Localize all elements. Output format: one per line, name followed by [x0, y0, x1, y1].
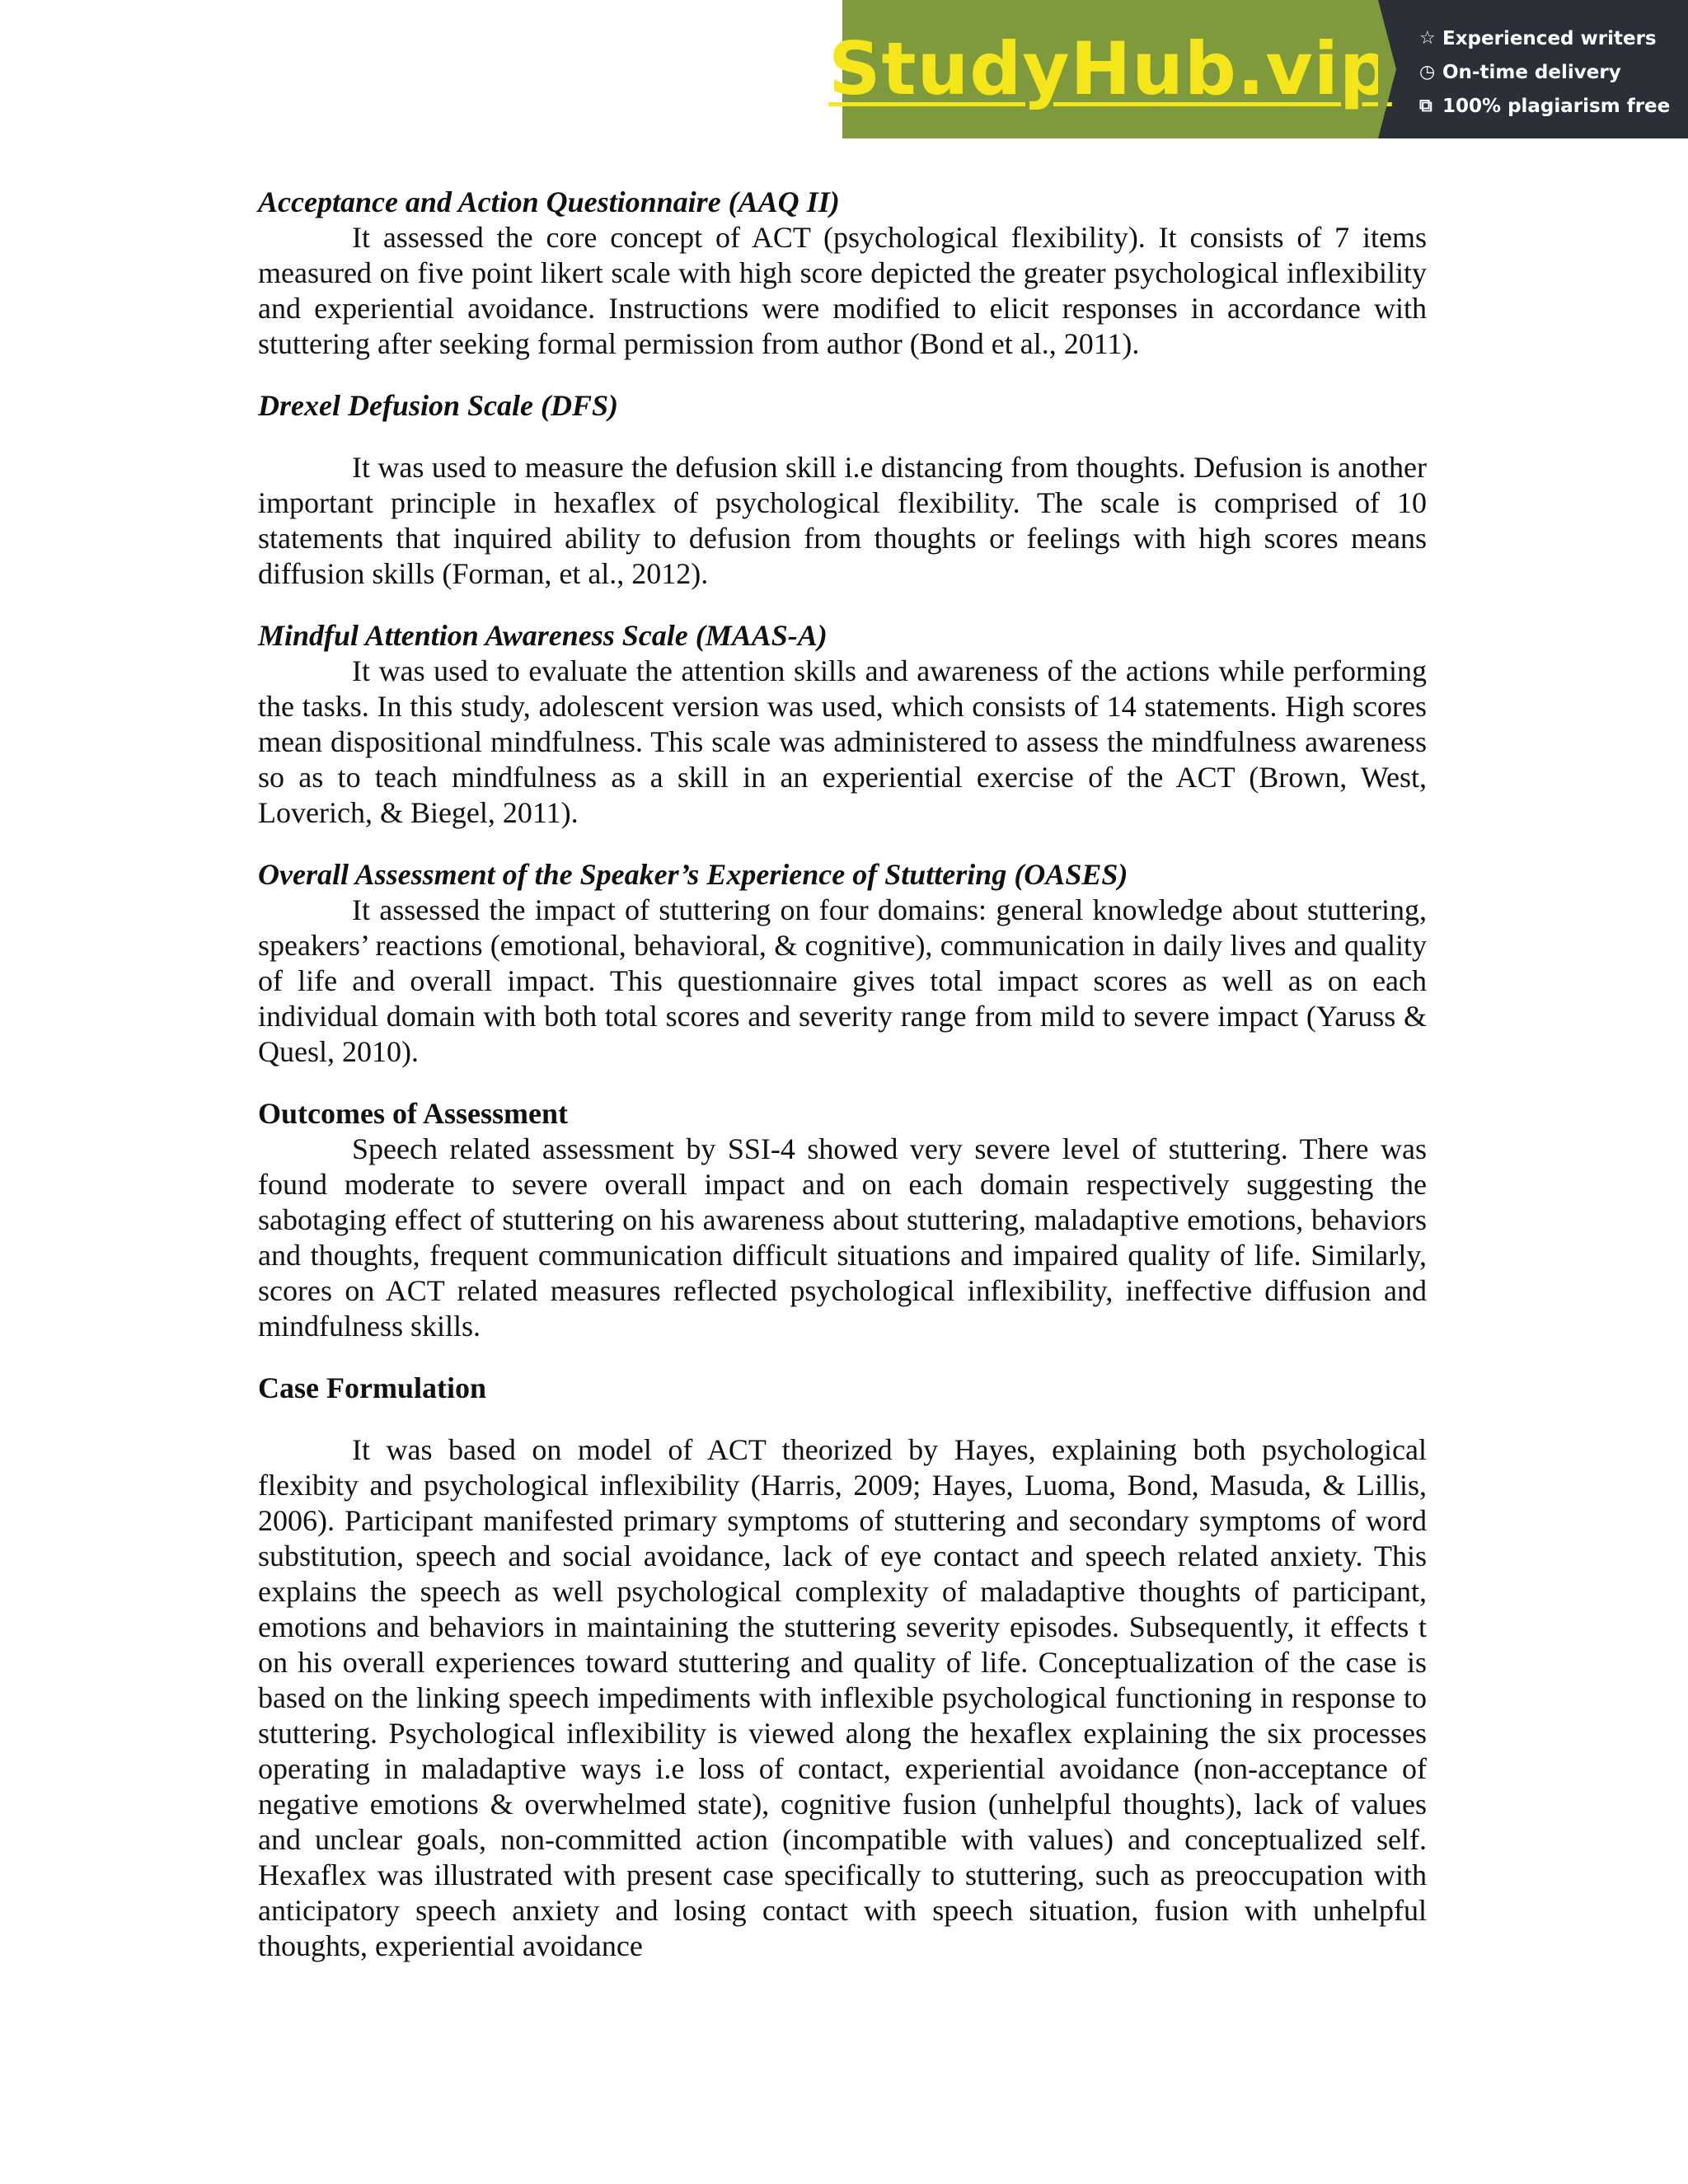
feature-label: On-time delivery: [1442, 61, 1621, 83]
clock-icon: ◷: [1419, 62, 1436, 82]
brand-logo-panel[interactable]: [828, 0, 1392, 138]
section-heading-case-formulation: Case Formulation: [258, 1371, 486, 1404]
brand-logo[interactable]: StudyHub.vip: [828, 26, 1392, 111]
feature-on-time-delivery: [1419, 55, 1688, 89]
copy-icon: ⧉: [1419, 96, 1432, 116]
section-heading-oases: Overall Assessment of the Speaker’s Experience of Stuttering (OASES): [258, 858, 1128, 891]
section-paragraph-aaq: It assessed the core concept of ACT (psychological flexibility). It consists of 7 items measured on five point likert scale with high score depicted the greater psychological inflexibility and experiential avoidance. Instructions were modified to elicit responses in accordance with stuttering after seeking formal permission from author (Bond et al., 2011).: [258, 221, 1427, 360]
section-heading-maas: Mindful Attention Awareness Scale (MAAS-A): [258, 619, 828, 652]
feature-label: 100% plagiarism free: [1442, 95, 1671, 117]
section-heading-outcomes: Outcomes of Assessment: [258, 1097, 568, 1130]
feature-experienced-writers: [1419, 21, 1688, 55]
section-heading-aaq: Acceptance and Action Questionnaire (AAQ II): [258, 185, 840, 218]
feature-label: Experienced writers: [1442, 27, 1657, 49]
promo-banner[interactable]: [828, 0, 1688, 138]
document-body: [258, 185, 1427, 1964]
section-paragraph-oases: It assessed the impact of stuttering on four domains: general knowledge about stuttering, speakers’ reactions (emotional, behavioral, & cognitive), communication in daily lives and quality of life and overall impact. This questionnaire gives total impact scores as well as on each individual domain with both total scores and severity range from mild to severe impact (Yaruss & Quesl, 2010).: [258, 893, 1427, 1068]
banner-features: [1378, 0, 1688, 138]
section-paragraph-dfs: It was used to measure the defusion skill i.e distancing from thoughts. Defusion is another important principle in hexaflex of psychological flexibility. The scale is comprised of 10 statements that inquired ability to defusion from thoughts or feelings with high scores means diffusion skills (Forman, et al., 2012).: [258, 451, 1427, 590]
section-paragraph-outcomes: Speech related assessment by SSI-4 showed very severe level of stuttering. There was found moderate to severe overall impact and on each domain respectively suggesting the sabotaging effect of stuttering on his awareness about stuttering, maladaptive emotions, behaviors and thoughts, frequent communication difficult situations and impaired quality of life. Similarly, scores on ACT related measures reflected psychological inflexibility, ineffective diffusion and mindfulness skills.: [258, 1132, 1427, 1343]
feature-plagiarism-free: [1419, 89, 1688, 123]
section-paragraph-case-formulation: It was based on model of ACT theorized by Hayes, explaining both psychological flexibity and psychological inflexibility (Harris, 2009; Hayes, Luoma, Bond, Masuda, & Lillis, 2006). Participant manifested primary symptoms of stuttering and secondary symptoms of word substitution, speech and social avoidance, lack of eye contact and speech related anxiety. This explains the speech as well psychological complexity of maladaptive thoughts of participant, emotions and behaviors in maintaining the stuttering severity episodes. Subsequently, it effects t on his overall experiences toward stuttering and quality of life. Conceptualization of the case is based on the linking speech impediments with inflexible psychological functioning in response to stuttering. Psychological inflexibility is viewed along the hexaflex explaining the six processes operating in maladaptive ways i.e loss of contact, experiential avoidance (non-acceptance of negative emotions & overwhelmed state), cognitive fusion (unhelpful thoughts), lack of values and unclear goals, non-committed action (incompatible with values) and conceptualized self. Hexaflex was illustrated with present case specifically to stuttering, such as preoccupation with anticipatory speech anxiety and losing contact with speech situation, fusion with unhelpful thoughts, experiential avoidance: [258, 1433, 1427, 1962]
section-heading-dfs: Drexel Defusion Scale (DFS): [258, 389, 618, 422]
section-paragraph-maas: It was used to evaluate the attention skills and awareness of the actions while performing the tasks. In this study, adolescent version was used, which consists of 14 statements. High scores mean dispositional mindfulness. This scale was administered to assess the mindfulness awareness so as to teach mindfulness as a skill in an experiential exercise of the ACT (Brown, West, Loverich, & Biegel, 2011).: [258, 654, 1427, 829]
star-outline-icon: ☆: [1419, 28, 1436, 49]
